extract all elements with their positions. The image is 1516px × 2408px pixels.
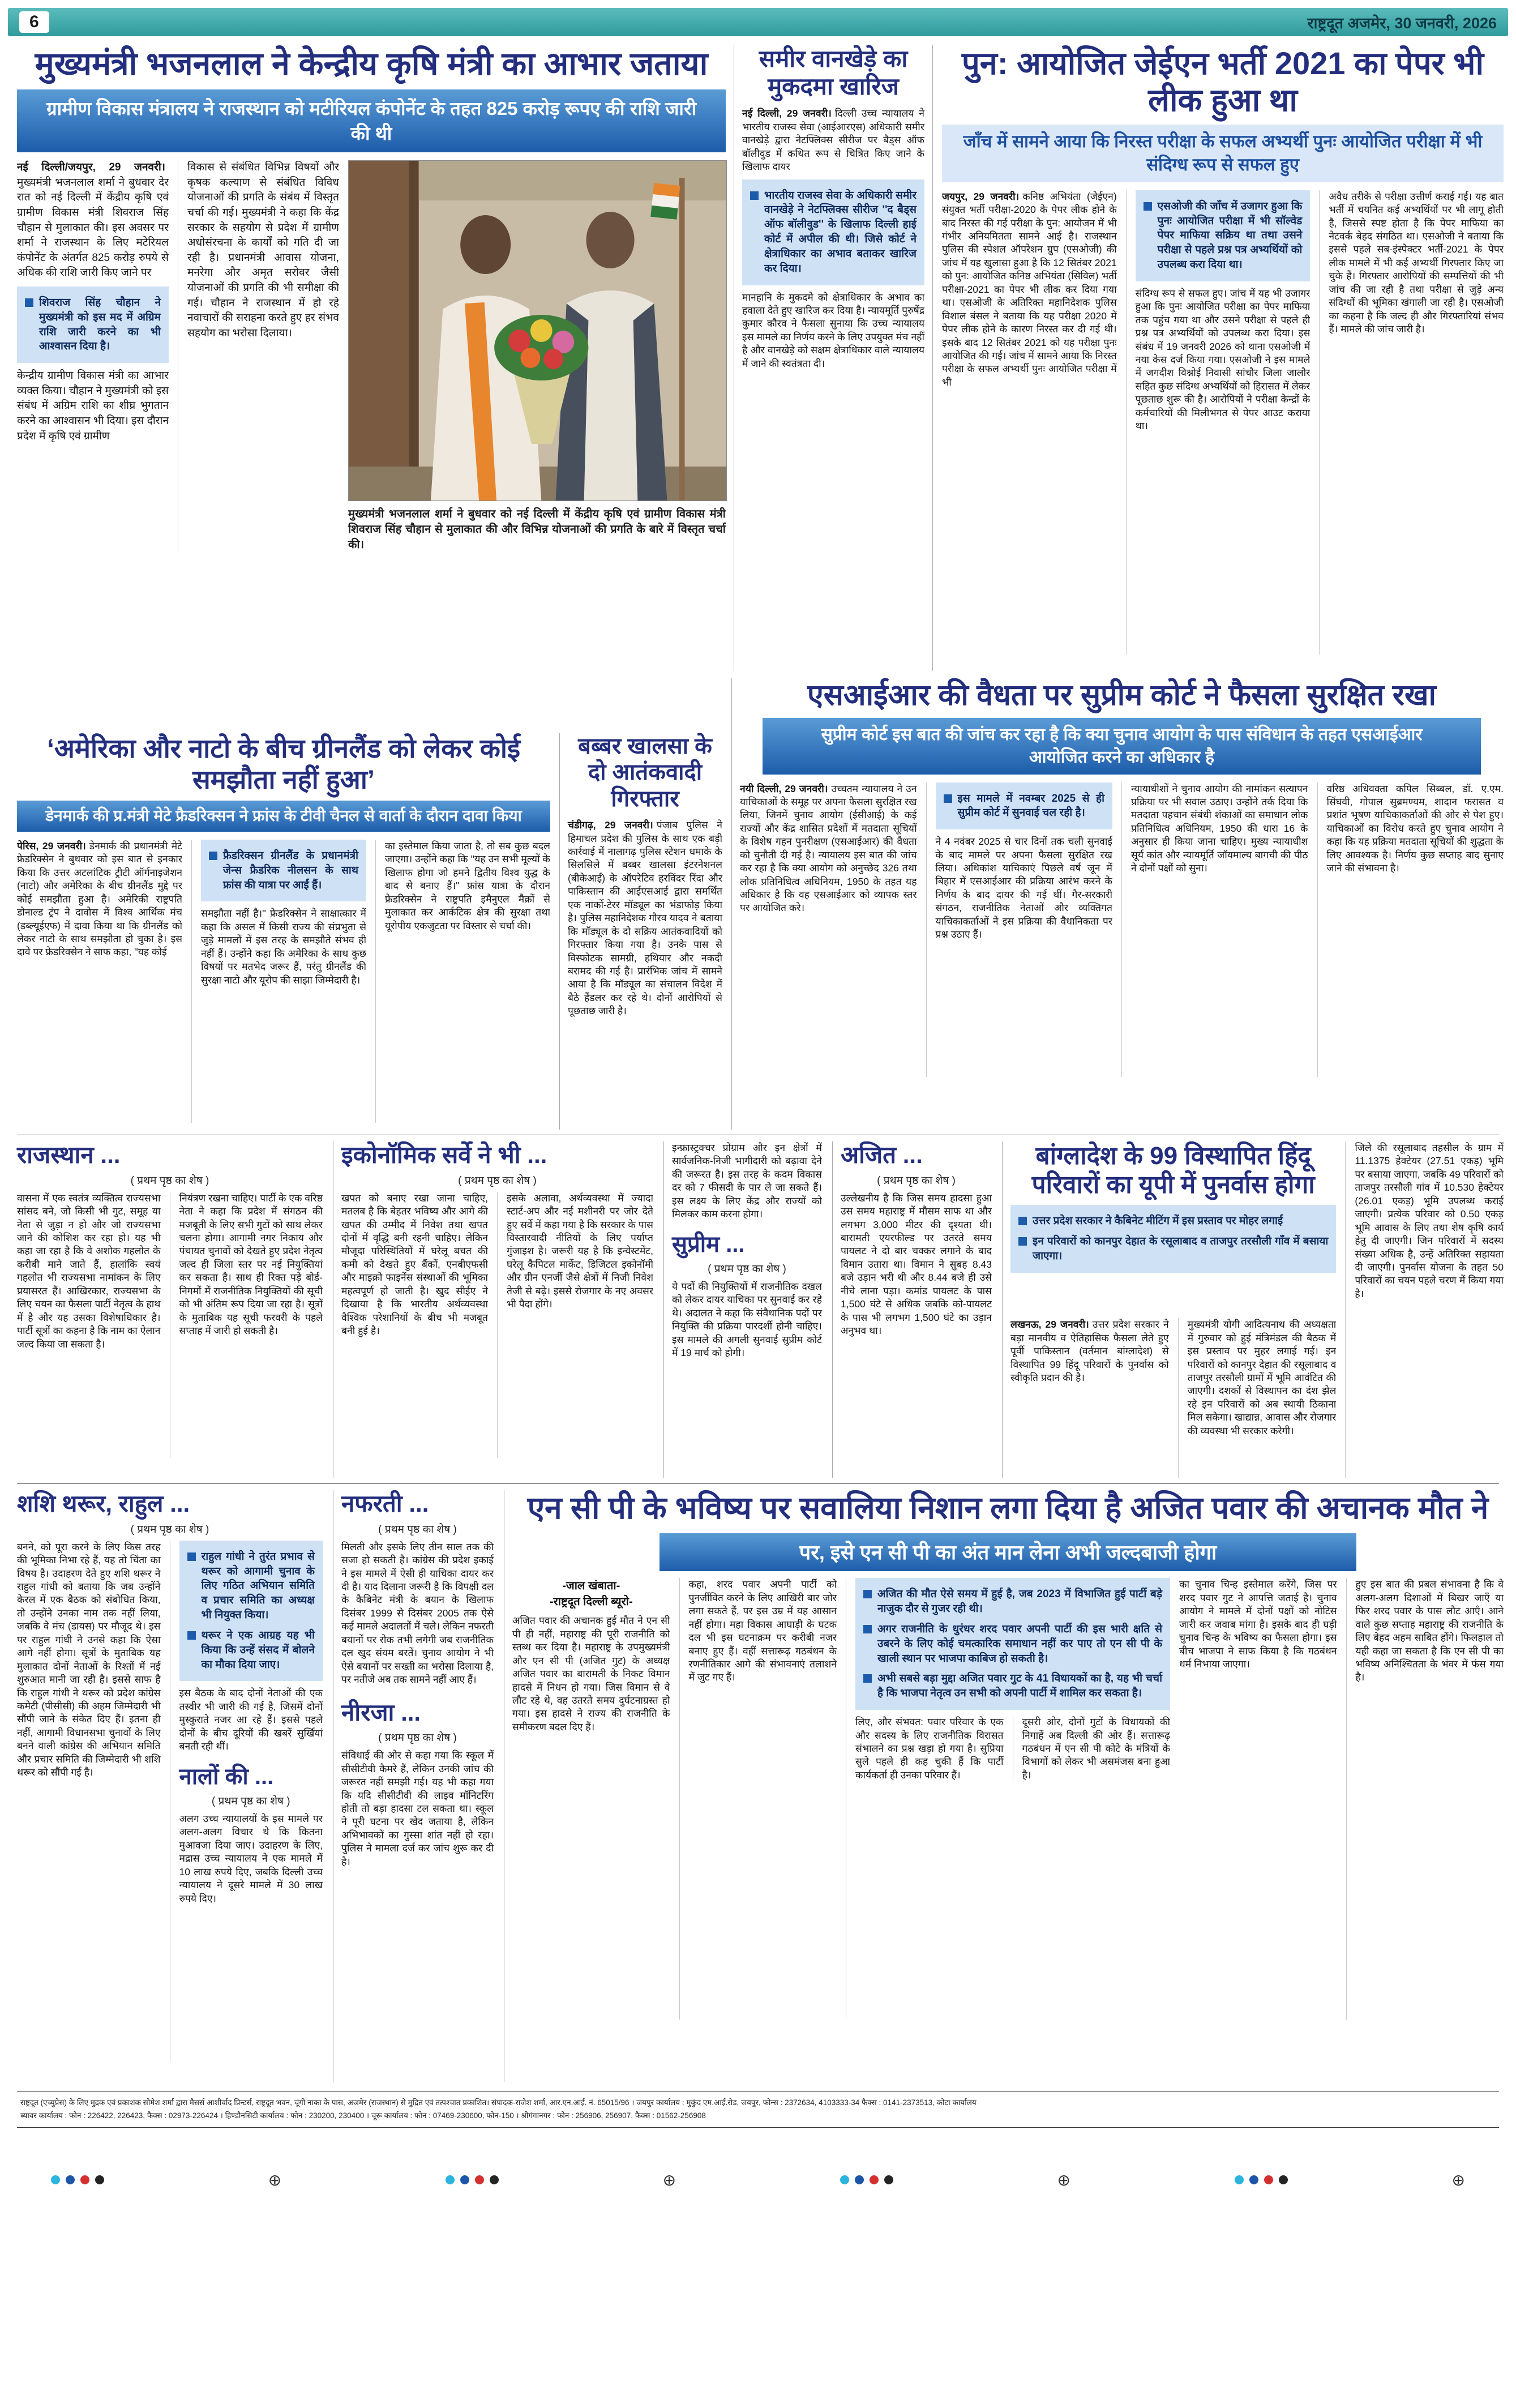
article-column — [1178, 1318, 1337, 1478]
dateline: नई दिल्ली/जयपुर, 29 जनवरी। — [17, 161, 165, 174]
article-cm-thanks — [17, 45, 726, 725]
article-headline: बांग्लादेश के 99 विस्थापित हिंदू परिवारों का यूपी में पुनर्वास होगा — [1031, 1142, 1315, 1199]
body-text: उल्लेखनीय है कि जिस समय हादसा हुआ उस समय महाराष्ट्र में मौसम साफ था और लगभग 3,000 मीटर की दृश्यता थी। बारामती एयरफील्ड पर उतरते समय पायलट ने दो बार चक्कर लगाने के बाद विमान उतारा था। विमान ने सुबह 8.43 बजे उड़ान भरी थी और 8.44 बजे ही उसे नीचे लाना पड़ा। कमांड पायलट के पास 1,500 घंटे से अधिक जबकि को-पायलट के पास भी लगभग 1,500 घंटे का उड़ान अनुभव था। — [841, 1192, 992, 1337]
article-wankhede — [734, 45, 933, 671]
body-text: हुए इस बात की प्रबल संभावना है कि वे अलग-अलग दिशाओं में बिखर जाएँ या फिर शरद पवार के पास लौट आएँ। आने वाले कुछ सप्ताह महाराष्ट्र की राजनीति के लिए बेहद अहम साबित होंगे। फिलहाल तो यही कहा जा सकता है कि एन सी पी का भविष्य अनिश्चितता के भंवर में फंस गया है। — [1355, 1579, 1504, 1683]
dateline: जयपुर, 29 जनवरी। — [942, 190, 1020, 202]
article-economic-survey-jump — [333, 1141, 653, 1478]
photo-block — [348, 160, 726, 553]
body-text: मुख्यमंत्री भजनलाल शर्मा ने बुधवार देर रात को नई दिल्ली में केंद्रीय कृषि एवं ग्रामीण विकास मंत्री शिवराज सिंह चौहान से मुलाकात की। इस अवसर पर शर्मा ने राजस्थान के लिए मटेरियल कंपोनेंट के अंतर्गत 825 करोड़ रुपये से अधिक की राशि जारी किए जाने पर — [17, 176, 169, 279]
body-text: इसके अलावा, अर्थव्यवस्था में ज्यादा स्टार्ट-अप और नई मशीनरी पर जोर देते हुए सर्वे में कहा गया है कि सरकार के पास विस्तारवादी नीतियों के लिए पर्याप्त गुंजाइश है। जरूरी यह है कि इन्वेस्टमेंट, घरेलू कैपिटल मार्केट, डिजिटल इकोनॉमी और ग्रीन एनर्जी जैसे क्षेत्रों में निजी निवेश तेजी से बढ़े। इससे रोजगार के नए अवसर भी पैदा होंगे। — [507, 1192, 653, 1310]
article-subhead: सुप्रीम कोर्ट इस बात की जांच कर रहा है कि क्या चुनाव आयोग के पास संविधान के तहत एसआईआर आयोजित करने का अधिकार है — [763, 718, 1481, 774]
article-column — [1121, 782, 1308, 1077]
article-column — [512, 1578, 670, 2020]
continued-note: ( प्रथम पृष्ठ का शेष ) — [458, 1174, 537, 1187]
dateline: नई दिल्ली, 29 जनवरी। — [742, 108, 832, 119]
article-column — [740, 782, 917, 1077]
dateline: नयी दिल्ली, 29 जनवरी। — [740, 782, 828, 794]
byline — [512, 1578, 670, 1610]
article-column — [942, 190, 1117, 655]
square-bullet-icon — [1144, 202, 1152, 211]
article-headline: ‘अमेरिका और नाटो के बीच ग्रीनलैंड को लेकर कोई समझौता नहीं हुआ’ — [46, 733, 521, 794]
body-text: लिए, और संभवत: पवार परिवार के एक और सदस्य के लिए राजनीतिक विरासत संभालने का प्रश्न खड़ा हो गया है। सुप्रिया सुले पहले ही कह चुकी हैं कि पार्टी कार्यकर्ता ही उनका परिवार हैं। — [855, 1716, 1004, 1781]
article-headline: नफरती ... — [341, 1490, 429, 1517]
body-text: उत्तर प्रदेश सरकार ने बड़ा मानवीय व ऐतिहासिक फैसला लेते हुए पूर्वी पाकिस्तान (वर्तमान बांग्लादेश) से विस्थापित 99 हिंदू परिवारों के पुनर्वास को स्वीकृति प्रदान की है। — [1010, 1319, 1169, 1384]
body-text: न्यायाधीशों ने चुनाव आयोग की नामांकन सत्यापन प्रक्रिया पर भी सवाल उठाए। उन्होंने तर्क दिया कि मतदाता पहचान संबंधी शंकाओं का समाधान लोक प्रतिनिधित्व अधिनियम, 1950 की धारा 16 के अनुसार ही किया जाना चाहिए। मुख्य न्यायाधीश सूर्य कांत और न्यायमूर्ति जॉयमाल्य बागची की पीठ ने दोनों पक्षों को सुना। — [1131, 782, 1308, 874]
highlight-box — [742, 179, 924, 285]
continued-note: ( प्रथम पृष्ठ का शेष ) — [378, 1732, 457, 1744]
body-text: कनिष्ठ अभियंता (जेईएन) संयुक्त भर्ती परीक्षा-2020 के पेपर लीक होने के बाद निरस्त की गई परीक्षा के पुन: आयोजन में भी गंभीर अनियमितता सामने आई है। राजस्थान पुलिस की स्पेशल ऑपरेशन ग्रुप (एसओजी) की जांच में यह खुलासा हुआ है कि 12 सितंबर 2021 को पुन: आयोजित कनिष्ठ अभियंता (सिविल) भर्ती परीक्षा-2021 का पेपर भी लीक कर दिया गया था। एसओजी के अतिरिक्त महानिदेशक पुलिस विशाल बंसल ने बताया कि यह परीक्षा 2020 में पेपर लीक होने के कारण निरस्त कर दी गई थी। इसके बाद 12 सितंबर 2021 को यह परीक्षा पुनः आयोजित की गई। जांच में सामने आया कि निरस्त परीक्षा के सफल अभ्यर्थी पुनः आयोजित परीक्षा में भी — [942, 190, 1117, 388]
body-text: मिलती और इसके लिए तीन साल तक की सजा हो सकती है। कांग्रेस की प्रदेश इकाई ने इस मामले में ऐसी ही याचिका दायर कर दी है। याद दिलाना जरूरी है कि विपक्षी दल के कैबिनेट मंत्री के बयान के खिलाफ दिसंबर 1999 से दिसंबर 2005 तक ऐसे कई मामले अदालतों में चले। लेकिन नफरती बयानों पर रोक तभी लगेगी जब राजनीतिक दल खुद संयम बरतें। चुनाव आयोग ने भी ऐसे बयानों पर सख्ती का भरोसा दिलाया है, पर नतीजे अब तक सामने नहीं आए हैं। — [341, 1541, 494, 1686]
continued-note: ( प्रथम पृष्ठ का शेष ) — [877, 1174, 956, 1187]
square-bullet-icon — [863, 1625, 872, 1633]
highlight-text: इस मामले में नवम्बर 2025 से ही सुप्रीम कोर्ट में सुनवाई चल रही है। — [957, 792, 1104, 819]
body-text: बनने, को पूरा करने के लिए किस तरह की भूमिका निभा रहे हैं, यह तो चिंता का विषय है। उदाहरण देते हुए शशि थरूर ने राहुल गांधी को बताया कि जब उन्होंने केरल में एक बैठक को संबोधित किया, तो उन्होंने उनका नाम तक नहीं लिया, जबकि वे मंच (डायस) पर मौजूद थे। इस पर राहुल गांधी ने उनसे कहा कि ऐसा आगे नहीं होगा। सूत्रों के मुताबिक यह मुलाकात दोनों नेताओं के रिश्तों में नई शुरुआत मानी जा रही है। इससे साफ है कि राहुल गांधी ने थरूर को प्रदेश कांग्रेस कमेटी (पीसीसी) की अहम जिम्मेदारी भी सौंपी जाने के संकेत दिए हैं। इतना ही नहीं, आगामी विधानसभा चुनावों के लिए बनने वाली कांग्रेस की अभियान समिति और प्रचार समिति की जिम्मेदारी भी शशि थरूर को सौंपी गई है। — [17, 1541, 161, 1778]
continued-note: ( प्रथम पृष्ठ का शेष ) — [378, 1523, 457, 1536]
highlight-box — [179, 1541, 323, 1682]
body-text: मुख्यमंत्री योगी आदित्यनाथ की अध्यक्षता में गुरुवार को हुई मंत्रिमंडल की बैठक में इस प्रस्ताव पर मुहर लगाई गई। इन परिवारों को कानपुर देहात की रसूलाबाद व ताजपुर तरसौली ग्रामों में भूमि आवंटित की जाएगी। दशकों से विस्थापन का दंश झेल रहे इन परिवारों को अब स्थायी ठिकाना मिल सकेगा। खाद्यान्न, आवास और रोजगार की व्यवस्था भी सरकार करेगी। — [1187, 1319, 1337, 1436]
registration-marks — [17, 2163, 1499, 2197]
imprint-block — [17, 2092, 1499, 2128]
article-headline: समीर वानखेड़े का मुकदमा खारिज — [759, 45, 908, 100]
article-ajit-jump — [832, 1141, 992, 1478]
highlight-text: थरूर ने एक आग्रह यह भी किया कि उन्हें संसद में बोलने का मौका दिया जाए। — [201, 1629, 315, 1671]
body-text: दिल्ली उच्च न्यायालय ने भारतीय राजस्व सेवा (आईआरएस) अधिकारी समीर वानखेड़े द्वारा नेटफ्लिक्स सीरीज पर बैड्स ऑफ बॉलीवुड में कथित रूप से चित्रित किए जाने के खिलाफ दायर — [742, 108, 924, 173]
article-column — [1179, 1578, 1337, 2020]
article-ncp-future — [504, 1490, 1504, 2082]
body-text: दूसरी ओर, दोनों गुटों के विधायकों की निगाहें अब दिल्ली की ओर हैं। सत्तारूढ़ गठबंधन में एन सी पी कोटे के मंत्रियों के विभागों को लेकर भी असमंजस बना हुआ है। — [1022, 1716, 1170, 1781]
article-column — [1126, 190, 1311, 655]
body-text: संदिग्ध रूप से सफल हुए। जांच में यह भी उजागर हुआ कि पुनः आयोजित परीक्षा का पेपर माफिया तक पहुंच गया था और उसने परीक्षा से पहले ही प्रश्न पत्र अभ्यर्थियों को उपलब्ध करा दिया। इस संबंध में 19 जनवरी 2026 को थाना एसओजी में नया केस दर्ज किया गया। एसओजी ने इस मामले में जगदीश विश्नोई निवासी सांचौर जिला जालौर सहित कुछ संदिग्ध अभ्यर्थियों को हिरासत में लेकर पूछताछ शुरू की है। आरोपियों ने परीक्षा केन्द्रों के कर्मचारियों की मिलीभगत से पेपर आउट कराया था। — [1135, 287, 1311, 432]
article-headline: इकोनॉमिक सर्वे ने भी ... — [341, 1141, 547, 1168]
masthead-title: राष्ट्रदूत अजमेर, 30 जनवरी, 2026 — [1307, 14, 1497, 32]
body-text: इन्फ्रास्ट्रक्चर प्रोग्राम और इन क्षेत्रों में सार्वजनिक-निजी भागीदारी को बढ़ावा देने की जरूरत है। इस तरह के कदम विकास दर को 7 फीसदी के पार ले जा सकते हैं। इस लक्ष्य के लिए केंद्र और राज्यों को मिलकर काम करना होगा। — [672, 1142, 822, 1220]
photo-caption: मुख्यमंत्री भजनलाल शर्मा ने बुधवार को नई दिल्ली में केंद्रीय कृषि एवं ग्रामीण विकास मंत्री शिवराज सिंह चौहान से मुलाकात की और विभिन्न योजनाओं की प्रगति के बारे में विस्तृत चर्चा की। — [348, 508, 726, 551]
article-column — [170, 1541, 323, 2061]
highlight-box — [201, 840, 366, 901]
article-rajasthan-jump — [17, 1141, 323, 1478]
body-text: उच्चतम न्यायालय ने उन याचिकाओं के समूह पर अपना फैसला सुरक्षित रख लिया, जिनमें चुनाव आयोग (ईसीआई) के कई राज्यों और केंद्र शासित प्रदेशों में मतदाता सूचियों के विशेष गहन पुनरीक्षण (एसआईआर) की वैधता को चुनौती दी गई है। न्यायालय इस बात की जांच कर रहा है कि क्या आयोग को अनुच्छेद 326 तथा लोक प्रतिनिधित्व अधिनियम, 1950 के तहत यह अधिकार है कि वह एसआईआर को व्यापक स्तर पर आयोजित करे। — [740, 782, 917, 914]
article-greenland — [17, 733, 550, 1130]
square-bullet-icon — [187, 1552, 196, 1561]
body-text: अवैध तरीके से परीक्षा उत्तीर्ण कराई गई। यह बात भर्ती में चयनित कई अभ्यर्थियों पर भी लागू होती है, जिससे स्पष्ट होता है कि पेपर माफिया का नेटवर्क बेहद संगठित था। एसओजी ने बताया कि इससे पहले सब-इंस्पेक्टर भर्ती-2021 के पेपर लीक मामले में भी कई अभ्यर्थी गिरफ्तार किए जा चुके हैं। गिरफ्तार आरोपियों की सम्पत्तियों की भी जांच की जा रही है तथा परीक्षा से जुड़े अन्य संदिग्धों की भूमिका खंगाली जा रही है। एसओजी का कहना है कि जल्द ही और गिरफ्तारियां संभव हैं। मामले की जांच जारी है। — [1329, 190, 1504, 335]
dateline: लखनऊ, 29 जनवरी। — [1010, 1319, 1089, 1331]
body-text: वासना में एक स्वतंत्र व्यक्तित्व राज्यसभा सांसद बने, जो किसी भी गुट, समूह या नेता से जुड़ा न हो और जो राज्यसभा जाने की कोशिश कर रहा हो। यह भी कहा जा रहा है कि वे अशोक गहलोत के करीबी माने जाते हैं, हालांकि स्वयं गहलोत भी राज्यसभा नामांकन के लिए प्रयासरत हैं। आखिरकार, राज्यसभा के लिए चयन का फैसला पार्टी नेतृत्व के हाथ में है और यह उसका विशेषाधिकार है। पार्टी सूत्रों का कहना है कि नाम का ऐलान जल्द किया जा सकता है। — [17, 1192, 161, 1350]
article-column — [1317, 782, 1504, 1077]
body-text: वरिष्ठ अधिवक्ता कपिल सिब्बल, डॉ. ए.एम. सिंघवी, गोपाल सुब्रमण्यम, शादान फरासत व प्रशांत भूषण याचिकाकर्ताओं की ओर से पेश हुए। याचिकाओं का विरोध करते हुए चुनाव आयोग ने कहा कि यह प्रक्रिया मतदाता सूचियों की शुद्धता के लिए आवश्यक है। निर्णय कुछ सप्ताह बाद सुनाए जाने की संभावना है। — [1326, 782, 1504, 874]
highlight-text: अभी सबसे बड़ा मुद्दा अजित पवार गुट के 41 विधायकों का है, यह भी चर्चा है कि भाजपा नेतृत्व उन सभी को अपनी पार्टी में शामिल कर सकता है। — [877, 1673, 1162, 1700]
continued-note: ( प्रथम पृष्ठ का शेष ) — [708, 1263, 786, 1276]
body-text: कहा, शरद पवार अपनी पार्टी को पुनर्जीवित करने के लिए आखिरी बार जोर लगा सकते हैं, पर इस उम्र में यह आसान नहीं होगा। महा विकास आघाड़ी के घटक दल भी इस घटनाक्रम पर करीबी नजर बनाए हुए हैं। वहीं सत्तारूढ़ गठबंधन के रणनीतिकार आगे की संभावनाएं तलाशने में जुट गए हैं। — [688, 1579, 837, 1683]
highlight-text: अगर राजनीति के धुरंधर शरद पवार अपनी पार्टी की इस भारी क्षति से उबरने के लिए कोई चमत्कारिक समाधान नहीं कर पाए तो एन सी पी के खाली स्थान पर भाजपा काबिज हो सकती है। — [877, 1623, 1162, 1665]
registration-cross-icon: ⊕ — [1057, 2171, 1070, 2189]
highlight-box — [17, 286, 169, 363]
page-number: 6 — [19, 11, 49, 33]
registration-cross-icon: ⊕ — [1451, 2171, 1465, 2189]
body-text: ने 4 नवंबर 2025 से चार दिनों तक चली सुनवाई के बाद मामले पर अपना फैसला सुरक्षित रख लिया। अधिकांश याचिकाएं पिछले वर्ष जून में बिहार में एसआईआर की प्रक्रिया आरंभ करने के निर्णय के बाद दायर की गई थीं। गैर-सरकारी संगठन, राजनीतिक नेताओं और व्यक्तिगत याचिकाकर्ताओं ने इस प्रक्रिया की वैधानिकता पर प्रश्न उठाए हैं। — [935, 836, 1112, 940]
article-headline: शशि थरूर, राहुल ... — [17, 1490, 190, 1517]
article-headline: नीरजा ... — [341, 1699, 421, 1726]
article-sir-verdict — [731, 678, 1504, 1130]
color-registration-dots — [840, 2175, 893, 2184]
article-headline: नालों की ... — [179, 1764, 274, 1789]
article-column — [1346, 1578, 1504, 2020]
dateline: चंडीगढ़, 29 जनवरी। — [568, 819, 653, 831]
square-bullet-icon — [1018, 1217, 1027, 1225]
square-bullet-icon — [944, 794, 952, 803]
article-subhead: डेनमार्क की प्र.मंत्री मेटे फ्रैडरिक्सन ने फ्रांस के टीवी चैनल से वार्ता के दौरान दावा किया — [17, 801, 550, 832]
highlight-text: राहुल गांधी ने तुरंत प्रभाव से थरूर को आगामी चुनाव के लिए गठित अभियान समिति व प्रचार समिति का अध्यक्ष भी नियुक्त किया। — [201, 1550, 315, 1622]
highlight-text: शिवराज सिंह चौहान ने मुख्यमंत्री को इस मद में अग्रिम राशि जारी करने का भी आश्वासन दिया है। — [39, 296, 161, 353]
article-column — [17, 840, 182, 1123]
body-text: समझौता नहीं है।'' फ्रेडरिक्सेन ने साक्षात्कार में कहा कि असल में किसी राज्य की संप्रभुता से जुड़े मामलों में इस तरह के समझौते संभव ही नहीं हैं। उन्होंने कहा कि अमेरिका के साथ कुछ विषयों पर मतभेद जरूर हैं, परंतु ग्रीनलैंड की सुरक्षा नाटो और यूरोप की साझा जिम्मेदारी है। — [201, 908, 366, 986]
registration-cross-icon: ⊕ — [268, 2171, 282, 2189]
article-headline: सुप्रीम ... — [672, 1231, 745, 1257]
body-text: अजित पवार की अचानक हुई मौत ने एन सी पी ही नहीं, महाराष्ट्र की पूरी राजनीति को स्तब्ध कर दिया है। महाराष्ट्र के उपमुख्यमंत्री और एन सी पी (अजित गुट) के अध्यक्ष अजित पवार का बारामती के निकट विमान हादसे में निधन हो गया। जिस विमान से वे लौट रहे थे, वह उतरते समय दुर्घटनाग्रस्त हो गया। इस हादसे ने राज्य की राजनीति के समीकरण बदल दिए हैं। — [512, 1615, 670, 1733]
highlight-text: इन परिवारों को कानपुर देहात के रसूलाबाद व ताजपुर तरसौली गाँव में बसाया जाएगा। — [1033, 1235, 1329, 1262]
article-column — [17, 160, 169, 553]
byline-bureau: -राष्ट्रदूत दिल्ली ब्यूरो- — [549, 1596, 633, 1609]
article-tharoor-rahul-jump — [17, 1490, 323, 2082]
square-bullet-icon — [863, 1590, 872, 1598]
article-column — [1345, 1141, 1504, 1478]
continued-note: ( प्रथम पृष्ठ का शेष ) — [211, 1795, 290, 1807]
highlight-text: उत्तर प्रदेश सरकार ने कैबिनेट मीटिंग में इस प्रस्ताव पर मोहर लगाई — [1033, 1215, 1283, 1227]
body-text: का इस्तेमाल किया जाता है, तो सब कुछ बदल जाएगा। उन्होंने कहा कि ''यह उन सभी मूल्यों के खिलाफ होगा जो हमने द्वितीय विश्व युद्ध के बाद से बनाए हैं।'' फ्रांस यात्रा के दौरान फ्रेडरिक्सेन ने राष्ट्रपति इमैनुएल मैक्रों से मुलाकात कर आर्कटिक क्षेत्र की सुरक्षा तथा यूरोपीय एकजुटता पर विस्तार से चर्चा की। — [385, 840, 550, 931]
square-bullet-icon — [25, 298, 33, 307]
body-text: संविधाई की ओर से कहा गया कि स्कूल में सीसीटीवी कैमरे हैं, लेकिन उनकी जांच की जरूरत नहीं समझी गई। यह भी कहा गया कि यदि सीसीटीवी की लाइव मॉनिटरिंग होती तो बड़ा हादसा टल सकता था। स्कूल ने पूरी घटना पर खेद जताया है, लेकिन अभिभावकों का गुस्सा शांत नहीं हो रहा। पुलिस ने मामला दर्ज कर जांच शुरू कर दी है। — [341, 1750, 494, 1867]
article-nafrati-jump — [333, 1490, 494, 2082]
article-subhead: पर, इसे एन सी पी का अंत मान लेना अभी जल्दबाजी होगा — [659, 1533, 1356, 1572]
body-text: अलग उच्च न्यायालयों के इस मामले पर अलग-अलग विचार थे कि कितना मुआवजा दिया जाए। उदाहरण के लिए, मद्रास उच्च न्यायालय ने एक मामले में 10 लाख रुपये दिए, जबकि दिल्ली उच्च न्यायालय ने दूसरे मामले में 30 लाख रुपये दिए। — [179, 1812, 323, 1904]
continued-note: ( प्रथम पृष्ठ का शेष ) — [130, 1523, 209, 1536]
body-text: मानहानि के मुकदमे को क्षेत्राधिकार के अभाव का हवाला देते हुए खारिज कर दिया है। न्यायमूर्ति पुरुषेंद्र कुमार कौरव ने फैसला सुनाया कि उच्च न्यायालय इस मामले का निर्णय करने के लिए उपयुक्त मंच नहीं है और वानखेड़े को सक्षम क्षेत्राधिकार वाले न्यायालय में जाने की स्वतंत्रता दी। — [742, 291, 924, 369]
byline-author: -जाल खंबाता- — [562, 1580, 620, 1593]
article-bangladesh-rehab — [1002, 1141, 1504, 1478]
article-column — [178, 160, 339, 553]
section-divider — [17, 1483, 1499, 1484]
article-column — [17, 1541, 161, 2061]
highlight-text: एसओजी की जाँच में उजागर हुआ कि पुनः आयोजित परीक्षा में भी सॉल्वेड पेपर माफिया सक्रिय था तथा उसने परीक्षा से पहले प्रश्न पत्र अभ्यर्थियों को उपलब्ध करा दिया था। — [1157, 200, 1303, 271]
article-column — [1010, 1318, 1169, 1478]
highlight-box — [855, 1578, 1170, 1710]
color-registration-dots — [446, 2175, 499, 2184]
color-registration-dots — [51, 2175, 104, 2184]
body-text: नियंत्रण रखना चाहिए। पार्टी के एक वरिष्ठ नेता ने कहा कि प्रदेश में संगठन की मजबूती के लिए सभी गुटों को साथ लेकर चलना होगा। आगामी नगर निकाय और पंचायत चुनावों को देखते हुए प्रदेश नेतृत्व जल्द ही जिला स्तर पर नई नियुक्तियां कर सकता है। साथ ही रिक्त पड़े बोर्ड-निगमों में राजनीतिक नियुक्तियों की सूची को भी अंतिम रूप दिया जा रहा है। सूत्रों के मुताबिक यह सूची फरवरी के पहले सप्ताह में जारी हो सकती है। — [179, 1192, 323, 1337]
article-je-paperleak — [942, 45, 1504, 671]
article-column — [191, 840, 366, 1123]
body-text: विकास से संबंधित विभिन्न विषयों और कृषक कल्याण से संबंधित विविध योजनाओं की प्रगति के संबंध में विस्तृत चर्चा की गई। मुख्यमंत्री ने कहा कि केंद्र सरकार के सहयोग से प्रदेश में ग्रामीण अधोसंरचना के कार्यों को गति दी जा रही है। प्रधानमंत्री आवास योजना, मनरेगा और अमृत सरोवर जैसी योजनाओं की प्रगति की भी समीक्षा की गई। चौहान ने राजस्थान में हो रहे नवाचारों की सराहना करते हुए हर संभव सहयोग का भरोसा दिलाया। — [187, 161, 339, 339]
article-column — [170, 1192, 323, 1458]
article-subhead: जाँच में सामने आया कि निरस्त परीक्षा के सफल अभ्यर्थी पुनः आयोजित परीक्षा में भी संदिग्ध रूप से सफल हुए — [942, 125, 1504, 182]
body-text: इस बैठक के बाद दोनों नेताओं की एक तस्वीर भी जारी की गई है, जिसमें दोनों मुस्कुराते नजर आ रहे हैं। इससे पहले दोनों के बीच दूरियों की खबरें सुर्खियां बनती रही थीं। — [179, 1687, 323, 1752]
imprint-line: राष्ट्रदूत (एच्युप्रेस) के लिए मुद्रक एवं प्रकाशक सोमेश शर्मा द्वारा मैसर्स आशीर्वाद प्रिन्टर्स, राष्ट्रदूत भवन, चूंगी नाका के पास, अजमेर (राजस्थान) से मुद्रित एवं तत्पश्चात प्रकाशित। संपादक-राजेश शर्मा, आर.एन.आई. नं. 65015/96 । जयपुर कार्यालय : मुकुंद एम.आई.रोड, जयपुर, फोन्स : 2372634, 4103333-34 फैक्स : 0141-2373513, कोटा कार्यालय — [20, 2098, 977, 2107]
color-registration-dots — [1235, 2175, 1288, 2184]
article-headline: मुख्यमंत्री भजनलाल ने केन्द्रीय कृषि मंत्री का आभार जताया — [35, 46, 708, 82]
article-column — [341, 1192, 488, 1458]
highlight-text: अजित की मौत ऐसे समय में हुई है, जब 2023 में विभाजित हुई पार्टी बड़े नाजुक दौर से गुजर रही थी। — [877, 1588, 1162, 1615]
article-column — [1319, 190, 1504, 655]
highlight-box — [936, 782, 1113, 830]
registration-cross-icon: ⊕ — [662, 2171, 676, 2189]
column-economic-continued — [663, 1141, 822, 1478]
article-headline: अजित ... — [841, 1141, 923, 1168]
square-bullet-icon — [209, 852, 217, 860]
masthead-bar — [8, 8, 1508, 36]
article-column — [1013, 1716, 1171, 1782]
body-text: केन्द्रीय ग्रामीण विकास मंत्री का आभार व्यक्त किया। चौहान ने मुख्यमंत्री को इस संबंध में अग्रिम राशि का शीघ्र भुगतान करने का आश्वासन भी दिया। इस दौरान प्रदेश में कृषि एवं ग्रामीण — [17, 370, 169, 442]
square-bullet-icon — [187, 1631, 196, 1640]
body-text: ये पदों की नियुक्तियों में राजनीतिक दखल को लेकर दायर याचिका पर सुनवाई कर रहे थे। अदालत ने कहा कि संवैधानिक पदों पर नियुक्ति की प्रक्रिया पारदर्शी होनी चाहिए। इस मामले की अगली सुनवाई सुप्रीम कोर्ट में 19 मार्च को होगी। — [672, 1281, 822, 1359]
meeting-photo — [348, 160, 727, 501]
headline-block — [1010, 1141, 1336, 1318]
article-babbar-khalsa — [559, 733, 722, 1130]
body-text: जिले की रसूलाबाद तहसील के ग्राम में 11.1375 हेक्टेयर (27.51 एकड़) भूमि पर बसाया जाएगा, जबकि 49 परिवारों को ताजपुर तरसौली गांव में 10.530 हेक्टेयर (26.01 एकड़) भूमि उपलब्ध कराई जाएगी। प्रत्येक परिवार को 0.50 एकड़ भूमि आवास के लिए तथा शेष कृषि कार्य हेतु दी जाएगी। जिन परिवारों में सदस्य संख्या अधिक है, उन्हें अतिरिक्त सहायता दी जाएगी। पुनर्वास योजना के तहत 50 परिवारों का चयन पहले चरण में किया गया है। — [1355, 1142, 1504, 1299]
article-column — [375, 840, 550, 1123]
article-headline: राजस्थान ... — [17, 1141, 121, 1168]
body-text: डेनमार्क की प्रधानमंत्री मेटे फ्रेडरिक्सेन ने बुधवार को इस बात से इनकार किया कि उत्तर अटलांटिक ट्रीटी ऑर्गनाइजेशन (नाटो) और अमेरिका के बीच ग्रीनलैंड मुद्दे पर कोई समझौता हुआ है। अमेरिकी राष्ट्रपति डोनाल्ड ट्रंप ने दावोस में विश्व आर्थिक मंच (डब्ल्यूईएफ) में दावा किया था कि ग्रीनलैंड को लेकर नाटो के साथ समझौता हो चुका है। इस दावे पर फ्रेडरिक्सेन ने साफ कहा, ''यह कोई — [17, 840, 182, 958]
article-column — [497, 1192, 653, 1458]
article-subhead: ग्रामीण विकास मंत्रालय ने राजस्थान को मटीरियल कंपोनेंट के तहत 825 करोड़ रूपए की राशि जारी की थी — [17, 89, 726, 152]
continued-note: ( प्रथम पृष्ठ का शेष ) — [130, 1174, 209, 1187]
body-text: पंजाब पुलिस ने हिमाचल प्रदेश की पुलिस के साथ एक बड़ी कार्रवाई में नालागढ़ पुलिस स्टेशन धमाके के सिलसिले में बब्बर खालसा इंटरनेशनल (बीकेआई) के ऑपरेटिव हरविंदर रिंदा और पाकिस्तान की आईएसआई द्वारा समर्थित एक नार्को-टेरर मॉड्यूल का भंडाफोड़ किया है। पुलिस महानिदेशक गौरव यादव ने बताया कि मॉड्यूल के दो सक्रिय आतंकवादियों को गिरफ्तार किया गया है। उनके पास से विस्फोटक सामग्री, हथियार और नकदी बरामद की गई है। प्रारंभिक जांच में सामने आया है कि मॉड्यूल का संचालन विदेश में बैठे हैंडलर कर रहे थे। दोनों आरोपियों से पूछताछ जारी है। — [568, 819, 722, 1017]
article-column — [926, 782, 1113, 1077]
article-column-wide — [846, 1578, 1170, 2020]
dateline: पेरिस, 29 जनवरी। — [17, 840, 86, 852]
article-headline: बब्बर खालसा के दो आतंकवादी गिरफ्तार — [578, 734, 712, 811]
highlight-box — [1136, 190, 1311, 281]
square-bullet-icon — [863, 1674, 872, 1683]
highlight-text: फ्रैडरिक्सन ग्रीनलैंड के प्रधानमंत्री जेन्स फ्रैडरिक नीलसन के साथ फ्रांस की यात्रा पर आईं हैं। — [223, 849, 358, 891]
article-headline: एन सी पी के भविष्य पर सवालिया निशान लगा दिया है अजित पवार की अचानक मौत ने — [527, 1490, 1489, 1525]
highlight-box — [1010, 1205, 1336, 1272]
highlight-text: भारतीय राजस्व सेवा के अधिकारी समीर वानखेड़े ने नेटफ्लिक्स सीरीज ''द बैड्स ऑफ बॉलीवुड'' के खिलाफ दिल्ली हाई कोर्ट में अपील की थी। जिसे कोर्ट ने क्षेत्राधिकार का अभाव बताकर खारिज कर दिया। — [764, 189, 917, 275]
article-headline: पुन: आयोजित जेईएन भर्ती 2021 का पेपर भी लीक हुआ था — [961, 45, 1484, 118]
body-text: खपत को बनाए रखा जाना चाहिए, मतलब है कि बेहतर भविष्य और आगे की खपत की उम्मीद में निवेश तथा खपत दोनों में वृद्धि बनी रहनी चाहिए। लेकिन मौजूदा परिस्थितियों में घरेलू बचत की कमी को देखते हुए बैंकों, एनबीएफसी और माइक्रो फाइनेंस संस्थाओं की भूमिका महत्वपूर्ण हो जाती है। खुद सीईए ने दिखाया है कि भारतीय अर्थव्यवस्था वैश्विक परेशानियों के बीच भी मजबूत बनी हुई है। — [341, 1192, 488, 1337]
imprint-line: ब्यावर कार्यालय : फोन : 226422, 226423, फैक्स : 02973-226424 । हिण्डौनसिटी कार्यालय : फोन : 230200, 230400 । चूरू कार्यालय : फोन : 07469-230600, फोन-150 । श्रीगंगानगर : फोन : 256906, 256907, फैक्स : 01562-256908 — [20, 2111, 706, 2120]
article-column — [855, 1716, 1004, 1782]
body-text: का चुनाव चिन्ह इस्तेमाल करेंगे, जिस पर शरद पवार गुट ने आपत्ति जताई है। चुनाव आयोग ने मामले में दोनों पक्षों को नोटिस जारी कर जवाब मांगा है। इसके बाद ही घड़ी चुनाव चिन्ह के भविष्य का फैसला होगा। इस बीच भाजपा ने साफ किया है कि गठबंधन धर्म निभाया जाएगा। — [1179, 1579, 1337, 1670]
square-bullet-icon — [750, 191, 759, 200]
article-headline: एसआईआर की वैधता पर सुप्रीम कोर्ट ने फैसला सुरक्षित रखा — [807, 679, 1437, 712]
square-bullet-icon — [1018, 1237, 1027, 1246]
article-column — [17, 1192, 161, 1458]
article-column — [679, 1578, 837, 2020]
